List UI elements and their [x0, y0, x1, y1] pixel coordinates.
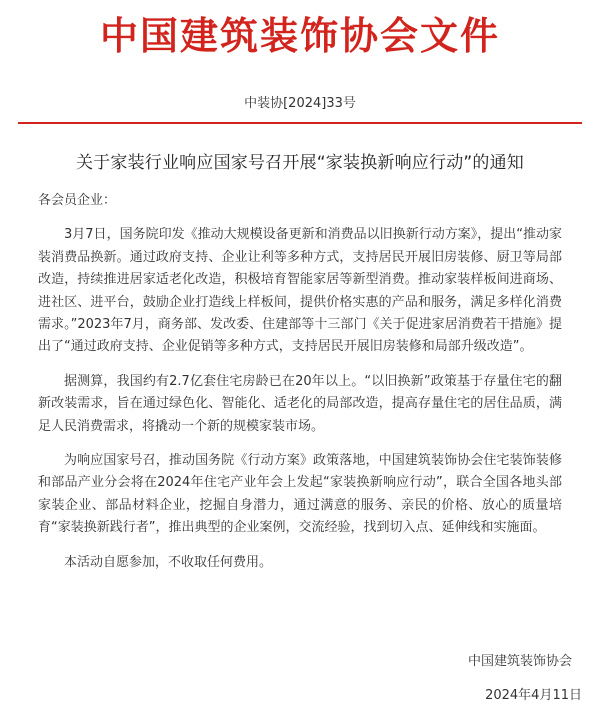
paragraph-3: 为响应国家号召，推动国务院《行动方案》政策落地，中国建筑装饰协会住宅装饰装修和部品产业分会将在2024年住宅产业年会上发起“家装换新响应行动”，联合全国各地头部家装企业、部品材料企业，挖掘自身潜力，通过满意的服务、亲民的价格、放心的质量培育“家装换新践行者”，推出典型的企业案例，交流经验，找到切入点、延伸线和实施面。 — [38, 453, 562, 536]
paragraph-4: 本活动自愿参加，不收取任何费用。 — [64, 554, 273, 570]
document-header-title: 中国建筑装饰协会文件 — [99, 13, 500, 58]
salutation: 各会员企业： — [38, 193, 117, 208]
notice-title: 关于家装行业响应国家号召开展“家装换新响应行动”的通知 — [75, 153, 524, 173]
document-number: 中装协[2024]33号 — [244, 96, 356, 111]
paragraph-1: 3月7日，国务院印发《推动大规模设备更新和消费品以旧换新行动方案》，提出“推动家装消费品换新。通过政府支持、企业让利等多种方式，支持居民开展旧房装修、厨卫等局部改造，持续推进居家适老化改造，积极培育智能家居等新型消费。推动家装样板间进商场、进社区、进平台，鼓励企业打造线上样板间，提供价格实惠的产品和服务，满足多样化消费需求。”2023年7月，商务部、发改委、住建部等十三部门《关于促进家居消费若干措施》提出了“通过政府支持、企业促销等多种方式，支持居民开展旧房装修和局部升级改造”。 — [38, 227, 562, 355]
issuer-signature: 中国建筑装饰协会 — [467, 654, 572, 669]
notice-body — [38, 190, 562, 586]
paragraph-2: 据测算，我国约有2.7亿套住宅房龄已在20年以上。“以旧换新”政策基于存量住宅的翻新改装需求，旨在通过绿色化、智能化、适老化的局部改造，提高存量住宅的居住品质，满足人民消费需求，将撬动一个新的规模家装市场。 — [38, 373, 562, 434]
header-divider — [18, 122, 582, 124]
issue-date: 2024年4月11日 — [485, 688, 582, 703]
